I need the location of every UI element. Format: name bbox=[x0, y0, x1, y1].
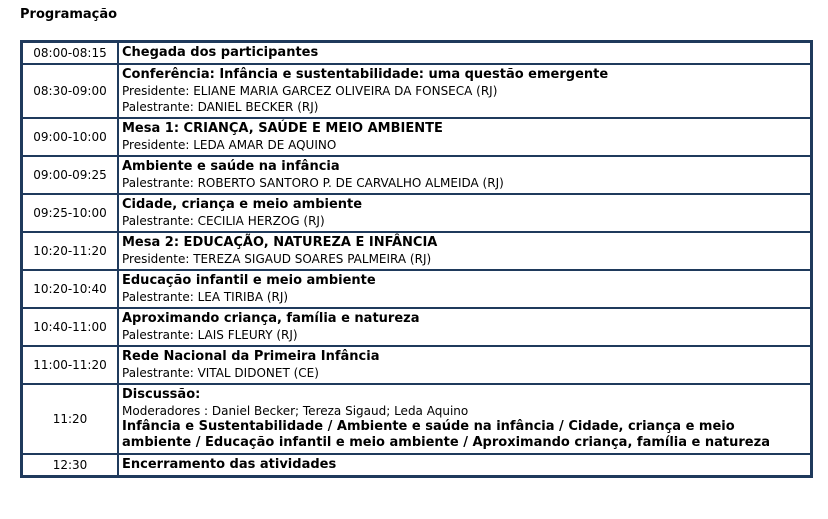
schedule-row bbox=[22, 232, 811, 270]
session-person: Presidente: LEDA AMAR DE AQUINO bbox=[122, 138, 337, 152]
session-person: Palestrante: DANIEL BECKER (RJ) bbox=[122, 100, 319, 114]
session-details bbox=[118, 232, 811, 270]
session-title: Ambiente e saúde na infância bbox=[122, 159, 340, 174]
schedule-row bbox=[22, 454, 811, 476]
session-person: Presidente: TEREZA SIGAUD SOARES PALMEIRA (RJ) bbox=[122, 252, 432, 266]
schedule-row bbox=[22, 194, 811, 232]
session-person: Presidente: ELIANE MARIA GARCEZ OLIVEIRA DA FONSECA (RJ) bbox=[122, 84, 498, 98]
session-title: Chegada dos participantes bbox=[122, 45, 319, 60]
session-time: 10:20-10:40 bbox=[22, 270, 118, 308]
session-details bbox=[118, 118, 811, 156]
session-time: 11:00-11:20 bbox=[22, 346, 118, 384]
session-details bbox=[118, 42, 811, 64]
session-details bbox=[118, 308, 811, 346]
schedule-row bbox=[22, 42, 811, 64]
schedule-row bbox=[22, 64, 811, 118]
session-title: Discussão: bbox=[122, 387, 201, 402]
schedule-row bbox=[22, 308, 811, 346]
session-time: 09:00-09:25 bbox=[22, 156, 118, 194]
session-time: 10:20-11:20 bbox=[22, 232, 118, 270]
session-title: Mesa 2: EDUCAÇÃO, NATUREZA E INFÂNCIA bbox=[122, 235, 438, 250]
schedule-row bbox=[22, 156, 811, 194]
session-title: Aproximando criança, família e natureza bbox=[122, 311, 420, 326]
discussion-topics: Infância e Sustentabilidade / Ambiente e saúde na infância / Cidade, criança e meio ambiente / Educação infantil e meio ambiente / Aproximando criança, família e natureza bbox=[122, 419, 770, 450]
session-person: Palestrante: LAIS FLEURY (RJ) bbox=[122, 328, 298, 342]
session-person: Palestrante: LEA TIRIBA (RJ) bbox=[122, 290, 289, 304]
session-details bbox=[118, 194, 811, 232]
session-details bbox=[118, 384, 811, 454]
session-time: 10:40-11:00 bbox=[22, 308, 118, 346]
session-details bbox=[118, 270, 811, 308]
session-person: Palestrante: VITAL DIDONET (CE) bbox=[122, 366, 319, 380]
page-heading: Programação bbox=[20, 7, 118, 22]
schedule-table bbox=[20, 40, 813, 478]
session-title: Cidade, criança e meio ambiente bbox=[122, 197, 363, 212]
schedule-row bbox=[22, 346, 811, 384]
session-title: Conferência: Infância e sustentabilidade: uma questão emergente bbox=[122, 67, 609, 82]
session-person: Moderadores : Daniel Becker; Tereza Sigaud; Leda Aquino bbox=[122, 404, 469, 418]
schedule-row bbox=[22, 118, 811, 156]
session-time: 09:25-10:00 bbox=[22, 194, 118, 232]
session-title: Mesa 1: CRIANÇA, SAÚDE E MEIO AMBIENTE bbox=[122, 121, 443, 136]
session-details bbox=[118, 454, 811, 476]
session-details bbox=[118, 346, 811, 384]
session-time: 12:30 bbox=[22, 454, 118, 476]
session-person: Palestrante: CECILIA HERZOG (RJ) bbox=[122, 214, 325, 228]
session-time: 08:30-09:00 bbox=[22, 64, 118, 118]
session-details bbox=[118, 156, 811, 194]
schedule-body bbox=[22, 42, 811, 476]
schedule-row bbox=[22, 384, 811, 454]
schedule-row bbox=[22, 270, 811, 308]
session-title: Rede Nacional da Primeira Infância bbox=[122, 349, 380, 364]
session-title: Encerramento das atividades bbox=[122, 457, 337, 472]
session-time: 08:00-08:15 bbox=[22, 42, 118, 64]
session-person: Palestrante: ROBERTO SANTORO P. DE CARVALHO ALMEIDA (RJ) bbox=[122, 176, 504, 190]
session-details bbox=[118, 64, 811, 118]
session-time: 09:00-10:00 bbox=[22, 118, 118, 156]
session-title: Educação infantil e meio ambiente bbox=[122, 273, 376, 288]
session-time: 11:20 bbox=[22, 384, 118, 454]
